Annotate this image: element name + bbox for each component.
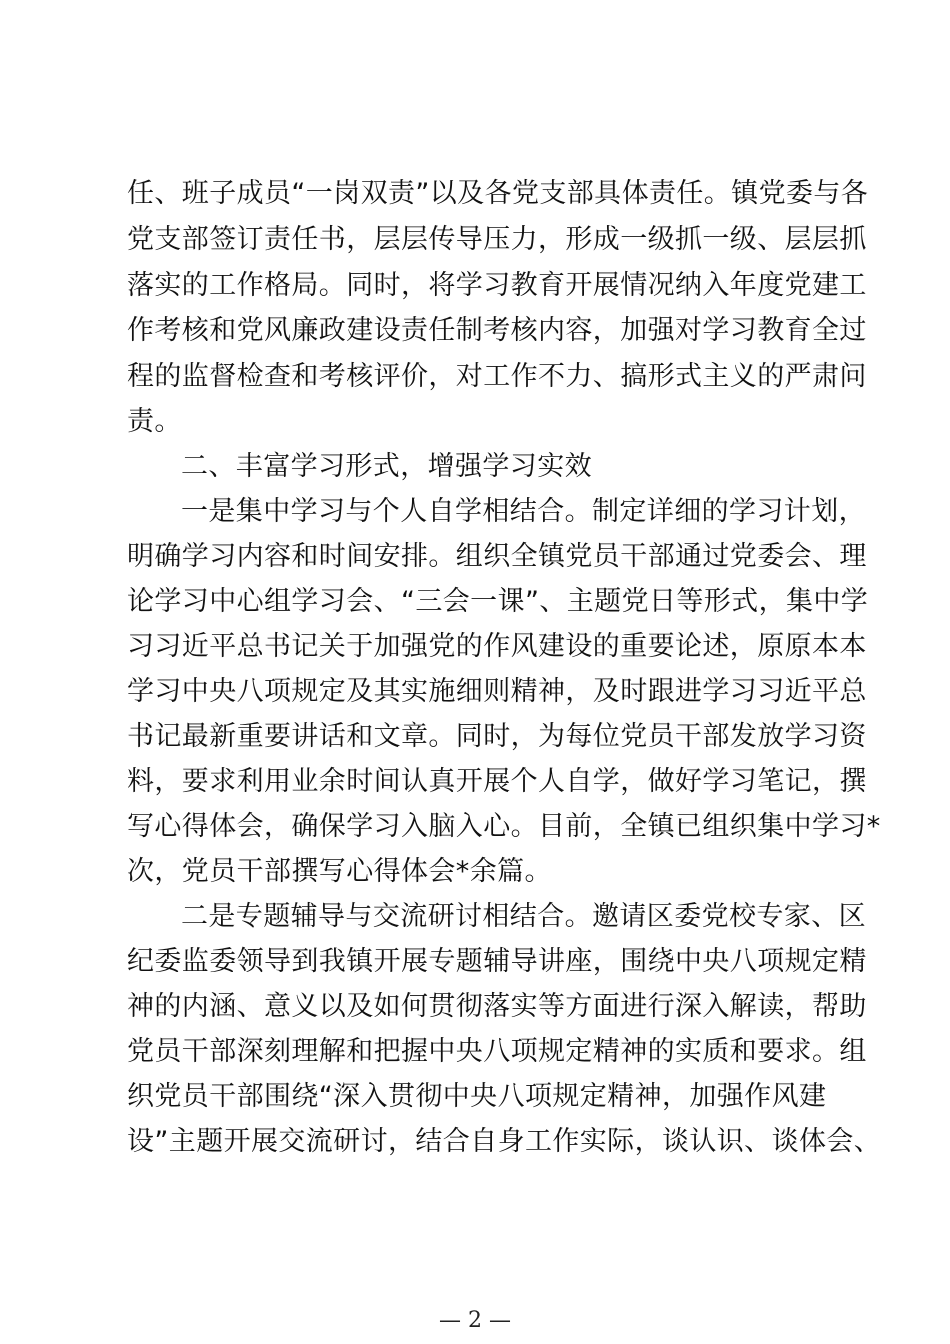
page-number: — 2 — [439, 1308, 511, 1333]
body-text-line: 料，要求利用业余时间认真开展个人自学，做好学习笔记，撰 [127, 766, 867, 797]
paragraph-first-line: 二是专题辅导与交流研讨相结合。邀请区委党校专家、区 [181, 901, 866, 932]
body-text-line: 程的监督检查和考核评价，对工作不力、搞形式主义的严肃问 [127, 361, 867, 392]
body-text-line: 习习近平总书记关于加强党的作风建设的重要论述，原原本本 [127, 631, 867, 662]
body-text-line: 论学习中心组学习会、“三会一课”、主题党日等形式，集中学 [127, 586, 869, 617]
body-text-line: 设”主题开展交流研讨，结合自身工作实际，谈认识、谈体会、 [127, 1126, 882, 1157]
body-text-line: 学习中央八项规定及其实施细则精神，及时跟进学习习近平总 [127, 676, 867, 707]
body-text-line: 明确学习内容和时间安排。组织全镇党员干部通过党委会、理 [127, 541, 867, 572]
paragraph-first-line: 一是集中学习与个人自学相结合。制定详细的学习计划， [181, 496, 866, 527]
body-text-line: 次，党员干部撰写心得体会*余篇。 [127, 856, 552, 887]
body-text-line: 落实的工作格局。同时，将学习教育开展情况纳入年度党建工 [127, 270, 867, 301]
body-text-line: 任、班子成员“一岗双责”以及各党支部具体责任。镇党委与各 [127, 178, 869, 209]
body-text-line: 纪委监委领导到我镇开展专题辅导讲座，围绕中央八项规定精 [127, 946, 867, 977]
body-text-line: 作考核和党风廉政建设责任制考核内容，加强对学习教育全过 [127, 315, 867, 346]
body-text-line: 写心得体会，确保学习入脑入心。目前，全镇已组织集中学习* [127, 811, 881, 842]
body-text-line: 神的内涵、意义以及如何贯彻落实等方面进行深入解读，帮助 [127, 991, 867, 1022]
body-text-line: 责。 [127, 406, 182, 437]
body-text-line: 党员干部深刻理解和把握中央八项规定精神的实质和要求。组 [127, 1036, 867, 1067]
body-text-line: 织党员干部围绕“深入贯彻中央八项规定精神，加强作风建 [127, 1081, 827, 1112]
body-text-line: 书记最新重要讲话和文章。同时，为每位党员干部发放学习资 [127, 721, 867, 752]
section-heading: 二、丰富学习形式，增强学习实效 [181, 451, 592, 482]
body-text-line: 党支部签订责任书，层层传导压力，形成一级抓一级、层层抓 [127, 224, 867, 255]
